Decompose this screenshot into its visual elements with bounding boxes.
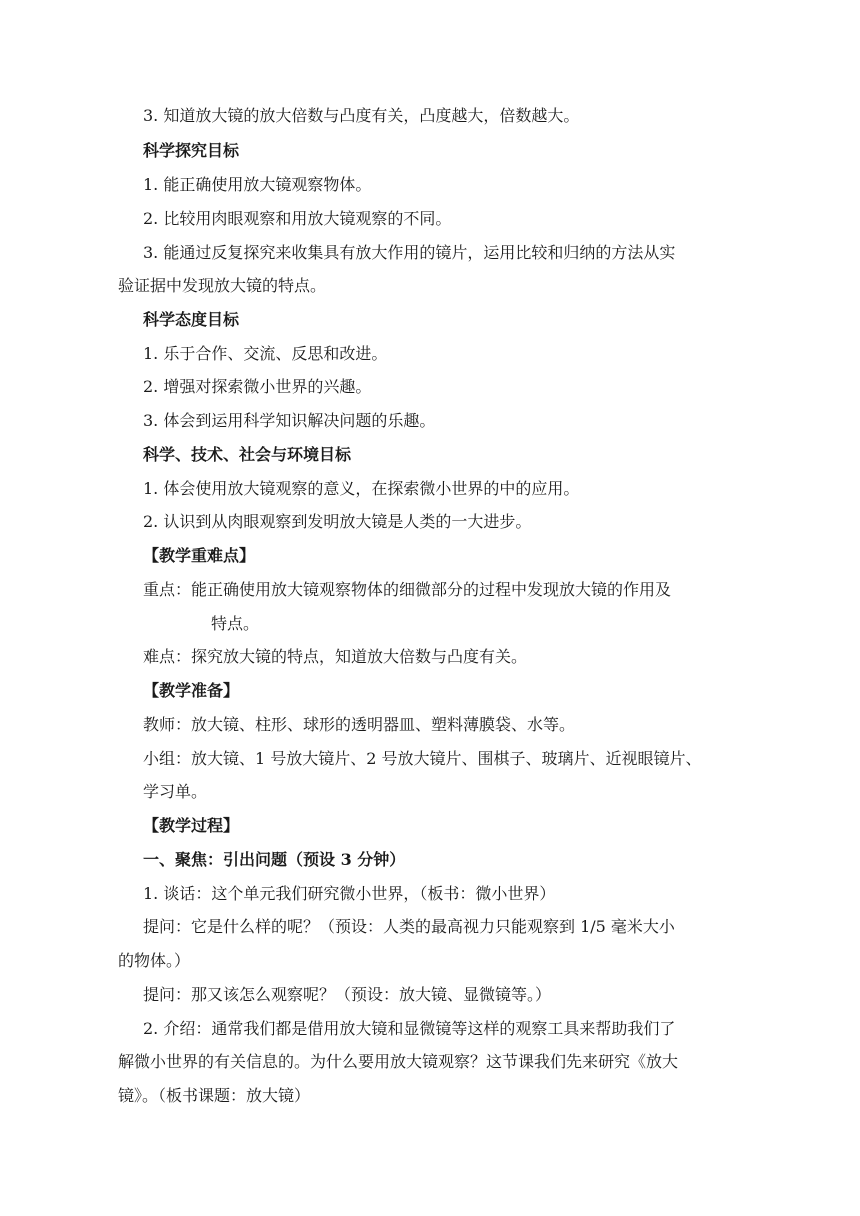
heading-teaching-process: 【教学过程】 [143,816,240,835]
heading-teaching-preparation: 【教学准备】 [143,681,240,700]
inquiry-goal-3: 3. 能通过反复探究来收集具有放大作用的镜片，运用比较和归纳的方法从实 [143,243,676,262]
teacher-materials: 教师：放大镜、柱形、球形的透明器皿、塑料薄膜袋、水等。 [143,715,576,734]
heading-science-inquiry-goals: 科学探究目标 [143,141,240,160]
step-1-talk: 1. 谈话：这个单元我们研究微小世界，（板书：微小世界） [143,884,556,903]
group-materials-cont: 学习单。 [143,782,208,801]
question-1: 提问：它是什么样的呢？（预设：人类的最高视力只能观察到 1/5 毫米大小 [143,917,675,936]
attitude-goal-3: 3. 体会到运用科学知识解决问题的乐趣。 [143,411,436,430]
inquiry-goal-2: 2. 比较用肉眼观察和用放大镜观察的不同。 [143,209,452,228]
difficult-point: 难点：探究放大镜的特点，知道放大倍数与凸度有关。 [143,647,528,666]
heading-stse-goals: 科学、技术、社会与环境目标 [143,445,352,464]
question-2: 提问：那又该怎么观察呢？（预设：放大镜、显微镜等。） [143,985,552,1004]
heading-science-attitude-goals: 科学态度目标 [143,310,240,329]
group-materials: 小组：放大镜、1 号放大镜片、2 号放大镜片、围棋子、玻璃片、近视眼镜片、 [143,749,702,768]
question-1-cont: 的物体。） [118,951,191,970]
attitude-goal-1: 1. 乐于合作、交流、反思和改进。 [143,344,388,363]
knowledge-goal-3: 3. 知道放大镜的放大倍数与凸度有关，凸度越大，倍数越大。 [143,106,580,125]
heading-key-difficult-points: 【教学重难点】 [143,546,256,565]
stse-goal-2: 2. 认识到从肉眼观察到发明放大镜是人类的一大进步。 [143,512,532,531]
attitude-goal-2: 2. 增强对探索微小世界的兴趣。 [143,377,372,396]
key-point: 重点：能正确使用放大镜观察物体的细微部分的过程中发现放大镜的作用及 [143,580,672,599]
section-1-heading: 一、聚焦：引出问题（预设 3 分钟） [143,850,406,869]
inquiry-goal-3-cont: 验证据中发现放大镜的特点。 [118,276,327,295]
inquiry-goal-1: 1. 能正确使用放大镜观察物体。 [143,175,372,194]
step-2-intro: 2. 介绍：通常我们都是借用放大镜和显微镜等这样的观察工具来帮助我们了 [143,1019,676,1038]
key-point-cont: 特点。 [211,614,260,633]
stse-goal-1: 1. 体会使用放大镜观察的意义，在探索微小世界的中的应用。 [143,479,580,498]
step-2-intro-end: 镜》。（板书课题：放大镜） [118,1086,311,1105]
step-2-intro-cont: 解微小世界的有关信息的。为什么要用放大镜观察？这节课我们先来研究《放大 [118,1052,679,1071]
